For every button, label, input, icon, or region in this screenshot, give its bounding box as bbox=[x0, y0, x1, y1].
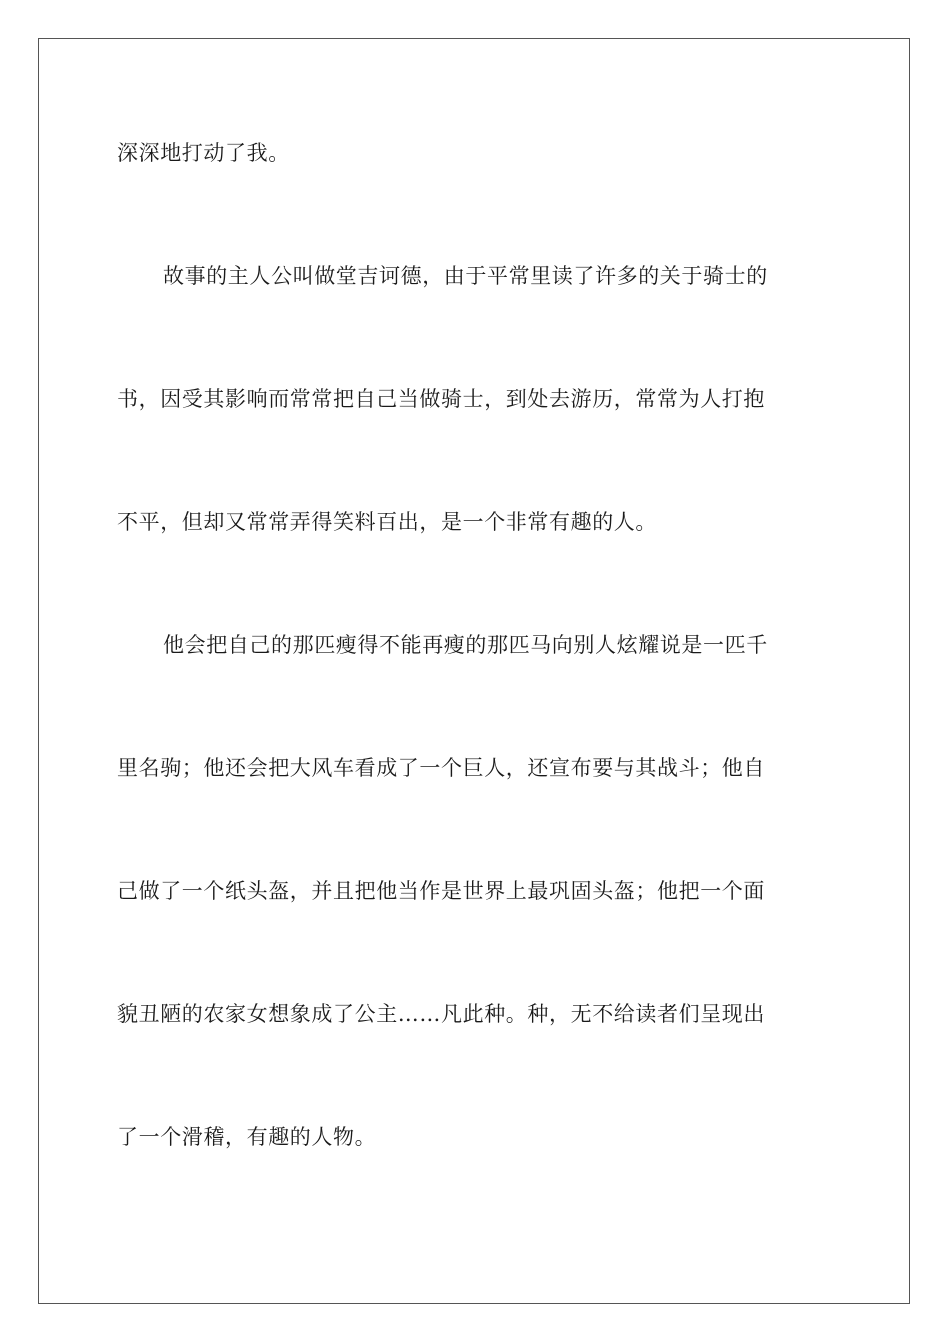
text-line-1: 深深地打动了我。 bbox=[117, 141, 290, 165]
paragraph-3-line-1: 他会把自己的那匹瘦得不能再瘦的那匹马向别人炫耀说是一匹千 bbox=[163, 633, 768, 657]
paragraph-2-line-2: 书，因受其影响而常常把自己当做骑士，到处去游历，常常为人打抱 bbox=[117, 387, 765, 411]
paragraph-3-line-2: 里名驹；他还会把大风车看成了一个巨人，还宣布要与其战斗；他自 bbox=[117, 756, 765, 780]
paragraph-3-line-4: 貌丑陋的农家女想象成了公主……凡此种。种，无不给读者们呈现出 bbox=[117, 1002, 765, 1026]
paragraph-2-line-3: 不平，但却又常常弄得笑料百出，是一个非常有趣的人。 bbox=[117, 510, 657, 534]
page-border bbox=[38, 38, 910, 1304]
paragraph-3-line-3: 己做了一个纸头盔，并且把他当作是世界上最巩固头盔；他把一个面 bbox=[117, 879, 765, 903]
paragraph-2-line-1: 故事的主人公叫做堂吉诃德，由于平常里读了许多的关于骑士的 bbox=[163, 264, 768, 288]
paragraph-3-line-5: 了一个滑稽，有趣的人物。 bbox=[117, 1125, 377, 1149]
